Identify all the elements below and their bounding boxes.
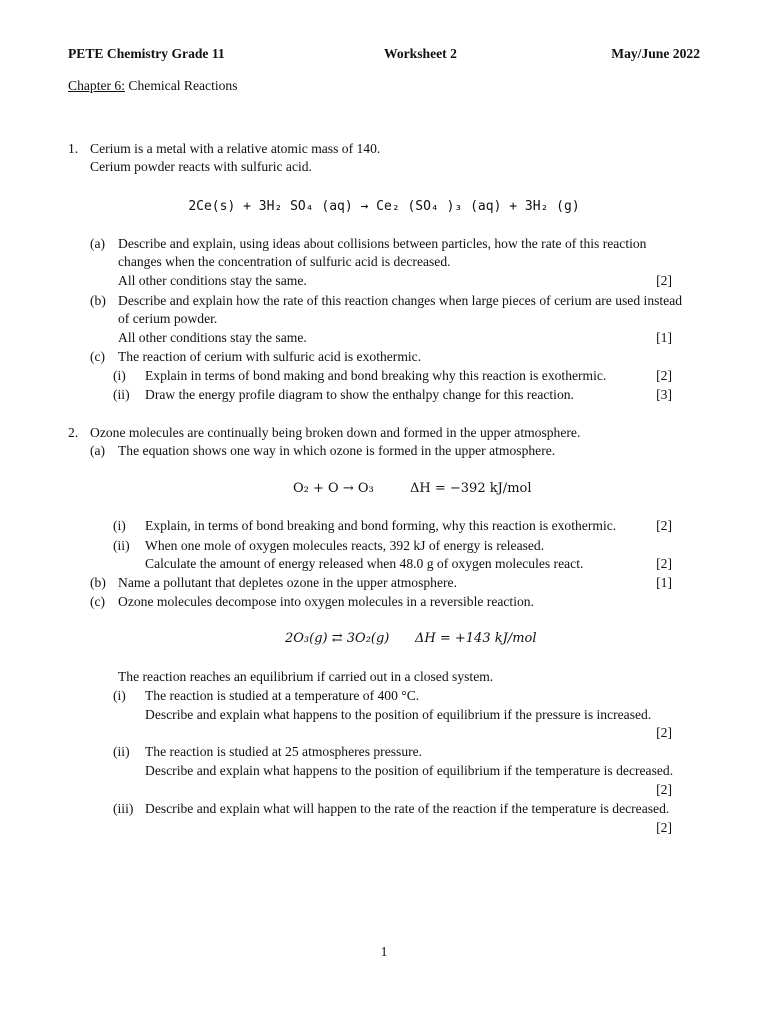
q2aii-line2: Calculate the amount of energy released when 48.0 g of oxygen molecules react. <box>145 556 584 571</box>
q1-number: 1. <box>68 141 79 156</box>
header-left: PETE Chemistry Grade 11 <box>68 46 225 61</box>
q2-number: 2. <box>68 425 79 440</box>
q1b-line1: Describe and explain how the rate of this reaction changes when large pieces of cerium are used instead <box>118 293 683 308</box>
q2cii-mark: [2] <box>656 782 672 797</box>
q1-line1: Cerium is a metal with a relative atomic mass of 140. <box>90 141 381 156</box>
q2b-mark: [1] <box>656 575 672 590</box>
q2aii-line1: When one mole of oxygen molecules reacts, 392 kJ of energy is released. <box>145 538 545 553</box>
q2ciii-text: Describe and explain what will happen to the rate of the reaction if the temperature is decreased. <box>145 801 670 816</box>
q2b-text: Name a pollutant that depletes ozone in the upper atmosphere. <box>118 575 457 590</box>
q1-equation: 2Ce(s) + 3H₂ SO₄ (aq) → Ce₂ (SO₄ )₃ (aq) + 3H₂ (g) <box>188 199 580 214</box>
q2c-line2: The reaction reaches an equilibrium if carried out in a closed system. <box>118 669 494 684</box>
q2c-text: Ozone molecules decompose into oxygen molecules in a reversible reaction. <box>118 594 534 609</box>
q2-equation2: 2O₃(g) ⇄ 3O₂(g) <box>285 631 390 646</box>
q2ciii-label: (iii) <box>113 801 134 816</box>
q2aii-mark: [2] <box>656 556 672 571</box>
q2ci-mark: [2] <box>656 725 672 740</box>
q2ci-line1: The reaction is studied at a temperature of 400 °C. <box>145 688 420 703</box>
q2a-label: (a) <box>90 443 106 458</box>
page-number: 1 <box>380 944 388 959</box>
chapter-title: Chemical Reactions <box>128 78 238 93</box>
header-center: Worksheet 2 <box>384 46 457 61</box>
q2cii-line1: The reaction is studied at 25 atmospheres pressure. <box>145 744 423 759</box>
q2a-line1: The equation shows one way in which ozone is formed in the upper atmosphere. <box>118 443 556 458</box>
q1cii-label: (ii) <box>113 387 130 402</box>
q1b-mark: [1] <box>656 330 672 345</box>
chapter-label: Chapter 6: <box>68 78 126 93</box>
q2-equation1: O₂ + O → O₃ <box>293 481 374 496</box>
q1a-label: (a) <box>90 236 106 251</box>
q1b-line3: All other conditions stay the same. <box>118 330 307 345</box>
q1cii-text: Draw the energy profile diagram to show the enthalpy change for this reaction. <box>145 387 574 402</box>
q1c-label: (c) <box>90 349 106 364</box>
q1a-mark: [2] <box>656 273 672 288</box>
q2aii-label: (ii) <box>113 538 130 553</box>
q1ci-text: Explain in terms of bond making and bond breaking why this reaction is exothermic. <box>145 368 607 383</box>
q1a-line3: All other conditions stay the same. <box>118 273 307 288</box>
q2ai-mark: [2] <box>656 518 672 533</box>
q2-equation1-enthalpy: ΔH = −392 kJ/mol <box>410 481 532 496</box>
q2ciii-mark: [2] <box>656 820 672 835</box>
q2c-label: (c) <box>90 594 106 609</box>
q2cii-line2: Describe and explain what happens to the position of equilibrium if the temperature is decreased. <box>145 763 674 778</box>
q2ci-line2: Describe and explain what happens to the position of equilibrium if the pressure is increased. <box>145 707 652 722</box>
q1a-line2: changes when the concentration of sulfuric acid is decreased. <box>118 254 451 269</box>
q1-line2: Cerium powder reacts with sulfuric acid. <box>90 159 312 174</box>
q2ci-label: (i) <box>113 688 126 703</box>
q2ai-label: (i) <box>113 518 126 533</box>
q1ci-label: (i) <box>113 368 126 383</box>
q2ai-text: Explain, in terms of bond breaking and bond forming, why this reaction is exothermic. <box>145 518 617 533</box>
header-right: May/June 2022 <box>611 46 700 61</box>
q1c-line1: The reaction of cerium with sulfuric acid is exothermic. <box>118 349 422 364</box>
chapter-heading <box>68 77 238 95</box>
q2-equation2-enthalpy: ΔH = +143 kJ/mol <box>415 631 537 646</box>
q2cii-label: (ii) <box>113 744 130 759</box>
q1b-label: (b) <box>90 293 106 308</box>
q2b-label: (b) <box>90 575 106 590</box>
q1b-line2: of cerium powder. <box>118 311 218 326</box>
q1ci-mark: [2] <box>656 368 672 383</box>
q2-line1: Ozone molecules are continually being broken down and formed in the upper atmosphere. <box>90 425 581 440</box>
q1cii-mark: [3] <box>656 387 672 402</box>
q1a-line1: Describe and explain, using ideas about collisions between particles, how the rate of this reaction <box>118 236 647 251</box>
